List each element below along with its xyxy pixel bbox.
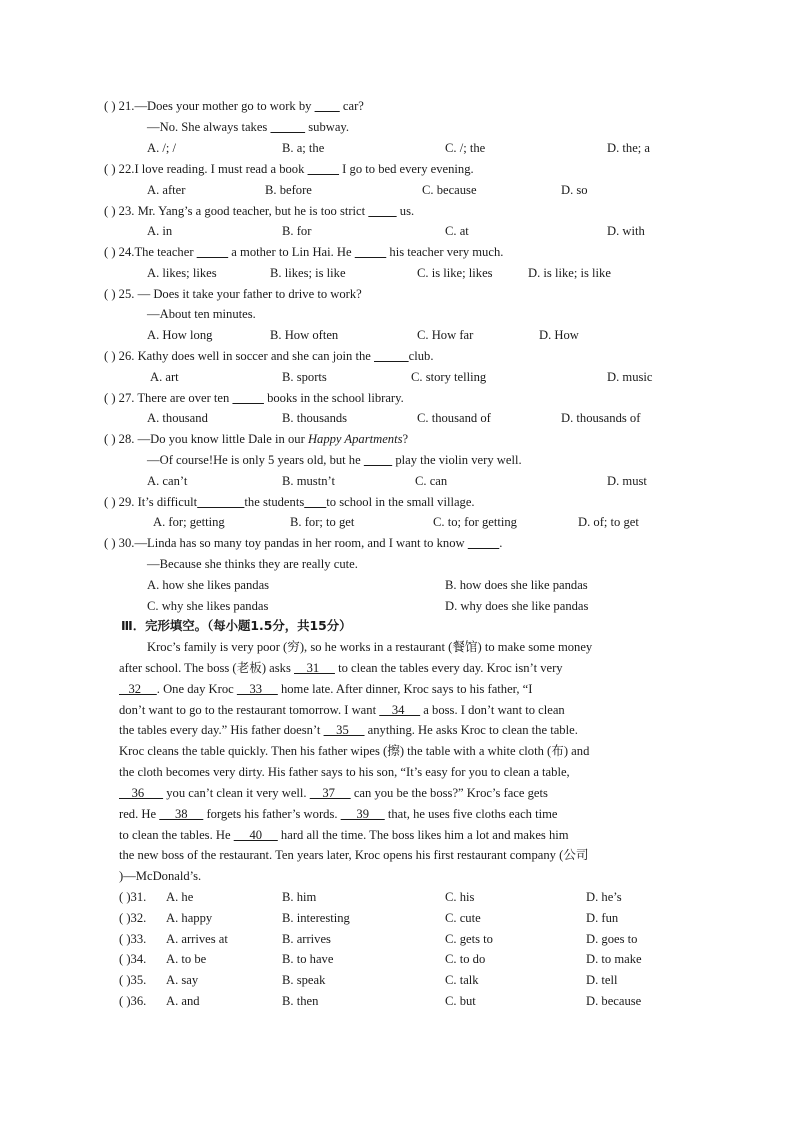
option-b: B. thousands <box>282 411 348 425</box>
cloze-blank-40: 40 <box>233 828 278 842</box>
passage-line-8: 36 you can’t clean it very well. 37 can you be the boss?” Kroc’s face gets <box>119 786 548 800</box>
answer-blank <box>304 495 326 509</box>
answer-blank <box>197 495 244 509</box>
question-number: ( ) 27. <box>104 391 135 405</box>
passage-line-11: the new boss of the restaurant. Ten years later, Kroc opens his first restaurant company (公司 <box>119 848 589 862</box>
option-b: B. for <box>282 224 312 238</box>
option-a: A. how she likes pandas <box>147 578 270 592</box>
answer-blank <box>374 349 409 363</box>
passage-line-7: the cloth becomes very dirty. His father says to his son, “It’s easy for you to clean a table, <box>119 765 570 779</box>
option-a: A. /; / <box>147 141 177 155</box>
option-d: D. must <box>607 474 647 488</box>
question-number: ( ) 28. <box>104 432 135 446</box>
question-23: ( ) 23. Mr. Yang’s a good teacher, but he is too strict us. <box>104 204 415 218</box>
passage-line-10: to clean the tables. He 40 hard all the time. The boss likes him a lot and makes him <box>119 828 569 842</box>
cloze-blank-36: 36 <box>119 786 164 800</box>
option-d: D. tell <box>586 973 618 987</box>
answer-blank <box>364 453 392 467</box>
option-b: B. to have <box>282 952 334 966</box>
option-d: D. so <box>561 183 588 197</box>
answer-blank <box>197 245 228 259</box>
cloze-blank-39: 39 <box>340 807 385 821</box>
option-b: B. How often <box>270 328 339 342</box>
option-c: C. why she likes pandas <box>147 599 269 613</box>
option-a: A. say <box>166 973 199 987</box>
option-c: C. to do <box>445 952 486 966</box>
question-number: ( ) 24. <box>104 245 135 259</box>
option-d: D. because <box>586 994 642 1008</box>
passage-line-3: 32 . One day Kroc 33 home late. After dinner, Kroc says to his father, “I <box>119 682 533 696</box>
cloze-blank-34: 34 <box>379 703 421 717</box>
question-24: ( ) 24.The teacher a mother to Lin Hai. He his teacher very much. <box>104 245 504 259</box>
question-number: ( ) 22. <box>104 162 135 176</box>
question-number: ( )32. <box>119 911 147 925</box>
answer-blank <box>232 391 263 405</box>
option-d: D. music <box>607 370 653 384</box>
option-b: B. before <box>265 183 312 197</box>
option-a: A. likes; likes <box>147 266 217 280</box>
option-d: D. to make <box>586 952 642 966</box>
option-c: C. How far <box>417 328 474 342</box>
question-26: ( ) 26. Kathy does well in soccer and she can join the club. <box>104 349 434 363</box>
answer-blank <box>468 536 499 550</box>
answer-blank <box>315 99 340 113</box>
question-30-response: —Because she thinks they are really cute. <box>147 557 358 571</box>
cloze-blank-31: 31 <box>294 661 335 675</box>
option-a: A. after <box>147 183 186 197</box>
question-27: ( ) 27. There are over ten books in the school library. <box>104 391 404 405</box>
option-d: D. fun <box>586 911 619 925</box>
option-c: C. to; for getting <box>433 515 517 529</box>
option-d: D. thousands of <box>561 411 641 425</box>
option-c: C. is like; likes <box>417 266 493 280</box>
option-b: B. likes; is like <box>270 266 346 280</box>
question-30: ( ) 30.—Linda has so many toy pandas in her room, and I want to know . <box>104 536 503 550</box>
question-number: ( )34. <box>119 952 147 966</box>
question-number: ( ) 26. <box>104 349 135 363</box>
option-c: C. /; the <box>445 141 486 155</box>
option-c: C. his <box>445 890 475 904</box>
answer-blank <box>270 120 305 134</box>
option-b: B. mustn’t <box>282 474 335 488</box>
cloze-blank-32: 32 <box>119 682 157 696</box>
option-b: B. speak <box>282 973 326 987</box>
answer-blank <box>355 245 386 259</box>
passage-line-1: Kroc’s family is very poor (穷), so he works in a restaurant (餐馆) to make some money <box>147 640 593 654</box>
passage-line-4: don’t want to go to the restaurant tomorrow. I want 34 a boss. I don’t want to clean <box>119 703 565 717</box>
option-d: D. with <box>607 224 645 238</box>
option-b: B. for; to get <box>290 515 355 529</box>
option-d: D. of; to get <box>578 515 639 529</box>
option-b: B. how does she like pandas <box>445 578 588 592</box>
option-a: A. arrives at <box>166 932 228 946</box>
option-a: A. he <box>166 890 194 904</box>
option-d: D. is like; is like <box>528 266 611 280</box>
option-a: A. for; getting <box>153 515 225 529</box>
option-a: A. in <box>147 224 173 238</box>
question-number: ( ) 30. <box>104 536 135 550</box>
option-c: C. thousand of <box>417 411 491 425</box>
cloze-blank-38: 38 <box>159 807 204 821</box>
section-heading: Ⅲ．完形填空。（每小题1.5分，共15分） <box>121 618 352 633</box>
option-c: C. at <box>445 224 469 238</box>
passage-line-2: after school. The boss (老板) asks 31 to clean the tables every day. Kroc isn’t very <box>119 661 563 675</box>
question-25: ( ) 25. — Does it take your father to drive to work? <box>104 287 362 301</box>
question-28-response: —Of course!He is only 5 years old, but he play the violin very well. <box>147 453 522 467</box>
option-a: A. to be <box>166 952 207 966</box>
option-d: D. goes to <box>586 932 638 946</box>
answer-blank <box>368 204 396 218</box>
option-a: A. and <box>166 994 200 1008</box>
question-29: ( ) 29. It’s difficult the students to school in the small village. <box>104 495 475 509</box>
option-c: C. but <box>445 994 476 1008</box>
option-b: B. arrives <box>282 932 331 946</box>
option-c: C. can <box>415 474 448 488</box>
option-a: A. happy <box>166 911 213 925</box>
question-number: ( ) 25. <box>104 287 135 301</box>
option-d: D. why does she like pandas <box>445 599 589 613</box>
question-number: ( )31. <box>119 890 147 904</box>
passage-line-9: red. He 38 forgets his father’s words. 39 that, he uses five cloths each time <box>119 807 558 821</box>
option-c: C. story telling <box>411 370 487 384</box>
passage-line-12: )—McDonald’s. <box>119 869 202 883</box>
question-25-response: —About ten minutes. <box>147 307 256 321</box>
option-a: A. can’t <box>147 474 188 488</box>
option-b: B. sports <box>282 370 327 384</box>
option-a: A. thousand <box>147 411 208 425</box>
option-a: A. art <box>150 370 179 384</box>
cloze-blank-35: 35 <box>323 723 365 737</box>
question-number: ( ) 23. <box>104 204 135 218</box>
question-number: ( ) 29. <box>104 495 135 509</box>
cloze-blank-37: 37 <box>309 786 351 800</box>
question-number: ( )35. <box>119 973 147 987</box>
option-c: C. because <box>422 183 477 197</box>
passage-line-6: Kroc cleans the table quickly. Then his father wipes (擦) the table with a white cloth (布) and <box>119 744 590 758</box>
option-c: C. cute <box>445 911 481 925</box>
option-b: B. a; the <box>282 141 325 155</box>
question-28: ( ) 28. —Do you know little Dale in our Happy Apartments? <box>104 432 409 446</box>
option-d: D. he’s <box>586 890 622 904</box>
option-b: B. interesting <box>282 911 350 925</box>
question-number: ( )36. <box>119 994 147 1008</box>
option-b: B. him <box>282 890 317 904</box>
question-21-response: —No. She always takes subway. <box>147 120 350 134</box>
passage-line-5: the tables every day.” His father doesn’t 35 anything. He asks Kroc to clean the table. <box>119 723 578 737</box>
question-22: ( ) 22.I love reading. I must read a book I go to bed every evening. <box>104 162 474 176</box>
answer-blank <box>308 162 339 176</box>
option-d: D. How <box>539 328 579 342</box>
question-number: ( )33. <box>119 932 147 946</box>
question-21: ( ) 21.—Does your mother go to work by car? <box>104 99 364 113</box>
cloze-blank-33: 33 <box>236 682 278 696</box>
option-d: D. the; a <box>607 141 651 155</box>
option-c: C. gets to <box>445 932 493 946</box>
question-number: ( ) 21. <box>104 99 135 113</box>
option-a: A. How long <box>147 328 213 342</box>
option-c: C. talk <box>445 973 479 987</box>
option-b: B. then <box>282 994 319 1008</box>
